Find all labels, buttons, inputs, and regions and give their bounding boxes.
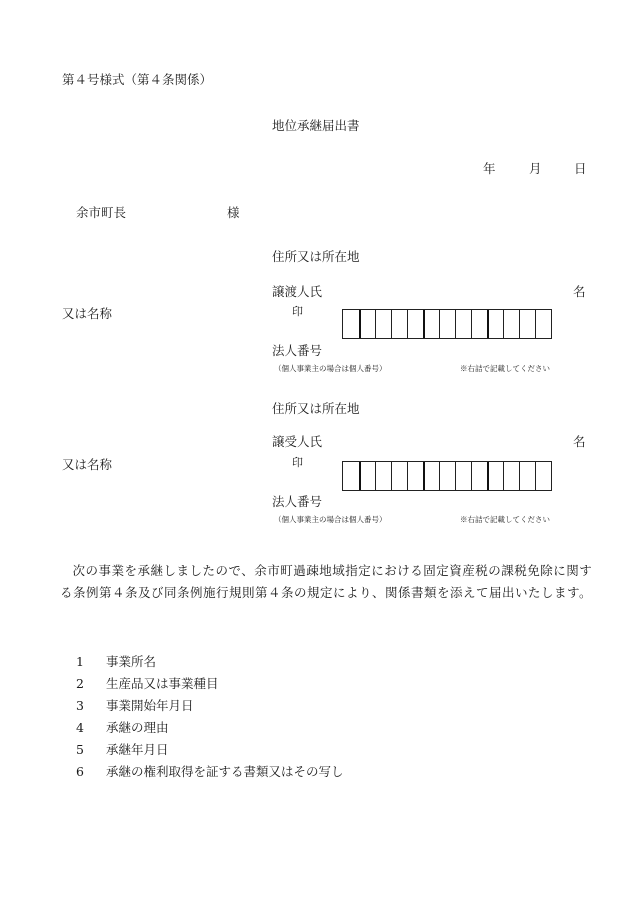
digit-cell bbox=[503, 462, 519, 490]
transferor-corp-number-label: 法人番号 bbox=[272, 343, 323, 358]
transferor-corp-note: （個人事業主の場合は個人番号） bbox=[274, 364, 387, 373]
list-item bbox=[76, 718, 169, 736]
digit-cell bbox=[503, 310, 519, 338]
list-item bbox=[76, 762, 344, 780]
digit-cell bbox=[359, 462, 375, 490]
digit-cell bbox=[343, 310, 359, 338]
digit-cell bbox=[471, 462, 487, 490]
digit-cell bbox=[439, 310, 455, 338]
list-item-number: 3 bbox=[76, 698, 84, 713]
digit-cell bbox=[519, 462, 535, 490]
date-day: 日 bbox=[574, 161, 587, 176]
list-item-text: 承継年月日 bbox=[106, 742, 169, 757]
digit-cell bbox=[343, 462, 359, 490]
digit-cell bbox=[455, 310, 471, 338]
digit-cell bbox=[487, 310, 503, 338]
transferor-name-continuation: 又は名称 bbox=[62, 306, 113, 321]
list-item-number: 6 bbox=[76, 764, 84, 779]
list-item-number: 2 bbox=[76, 676, 84, 691]
addressee-honorific: 様 bbox=[227, 205, 240, 220]
list-item bbox=[76, 652, 156, 670]
transferee-address-label: 住所又は所在地 bbox=[272, 401, 360, 416]
digit-cell bbox=[391, 462, 407, 490]
document-title: 地位承継届出書 bbox=[272, 118, 360, 133]
transferor-address-label: 住所又は所在地 bbox=[272, 249, 360, 264]
transferor-name-label: 譲渡人氏 bbox=[272, 284, 323, 299]
list-item-number: 5 bbox=[76, 742, 84, 757]
list-item-text: 承継の理由 bbox=[106, 720, 169, 735]
list-item bbox=[76, 696, 194, 714]
digit-cell bbox=[391, 310, 407, 338]
digit-cell bbox=[535, 462, 551, 490]
digit-cell bbox=[519, 310, 535, 338]
transferee-right-note: ※右詰で記載してください bbox=[460, 515, 550, 524]
digit-cell bbox=[471, 310, 487, 338]
transferee-corp-number-boxes bbox=[342, 461, 552, 491]
transferee-name-continuation: 又は名称 bbox=[62, 457, 113, 472]
transferee-corp-number-label: 法人番号 bbox=[272, 494, 323, 509]
digit-cell bbox=[407, 310, 423, 338]
list-item bbox=[76, 674, 219, 692]
digit-cell bbox=[359, 310, 375, 338]
transferee-name-suffix: 名 bbox=[573, 434, 586, 449]
digit-cell bbox=[375, 462, 391, 490]
list-item-number: 4 bbox=[76, 720, 84, 735]
digit-cell bbox=[487, 462, 503, 490]
transferee-name-label: 譲受人氏 bbox=[272, 434, 323, 449]
date-month: 月 bbox=[529, 161, 542, 176]
transferee-seal: 印 bbox=[292, 456, 303, 469]
date-year: 年 bbox=[483, 161, 496, 176]
digit-cell bbox=[407, 462, 423, 490]
transferor-right-note: ※右詰で記載してください bbox=[460, 364, 550, 373]
transferee-corp-note: （個人事業主の場合は個人番号） bbox=[274, 515, 387, 524]
transferor-corp-number-boxes bbox=[342, 309, 552, 339]
list-item-text: 生産品又は事業種目 bbox=[106, 676, 219, 691]
digit-cell bbox=[423, 310, 439, 338]
digit-cell bbox=[423, 462, 439, 490]
list-item-text: 事業所名 bbox=[106, 654, 157, 669]
list-item-text: 承継の権利取得を証する書類又はその写し bbox=[106, 764, 344, 779]
list-item-text: 事業開始年月日 bbox=[106, 698, 194, 713]
digit-cell bbox=[439, 462, 455, 490]
list-item-number: 1 bbox=[76, 654, 84, 669]
list-item bbox=[76, 740, 169, 758]
digit-cell bbox=[535, 310, 551, 338]
transferor-name-suffix: 名 bbox=[573, 284, 586, 299]
digit-cell bbox=[455, 462, 471, 490]
form-number: 第４号様式（第４条関係） bbox=[62, 72, 213, 87]
addressee-name: 余市町長 bbox=[76, 205, 127, 220]
digit-cell bbox=[375, 310, 391, 338]
transferor-seal: 印 bbox=[292, 305, 303, 318]
body-paragraph: 次の事業を承継しましたので、余市町過疎地域指定における固定資産税の課税免除に関する条例第４条及び同条例施行規則第４条の規定により、関係書類を添えて届出いたします。 bbox=[60, 563, 593, 600]
